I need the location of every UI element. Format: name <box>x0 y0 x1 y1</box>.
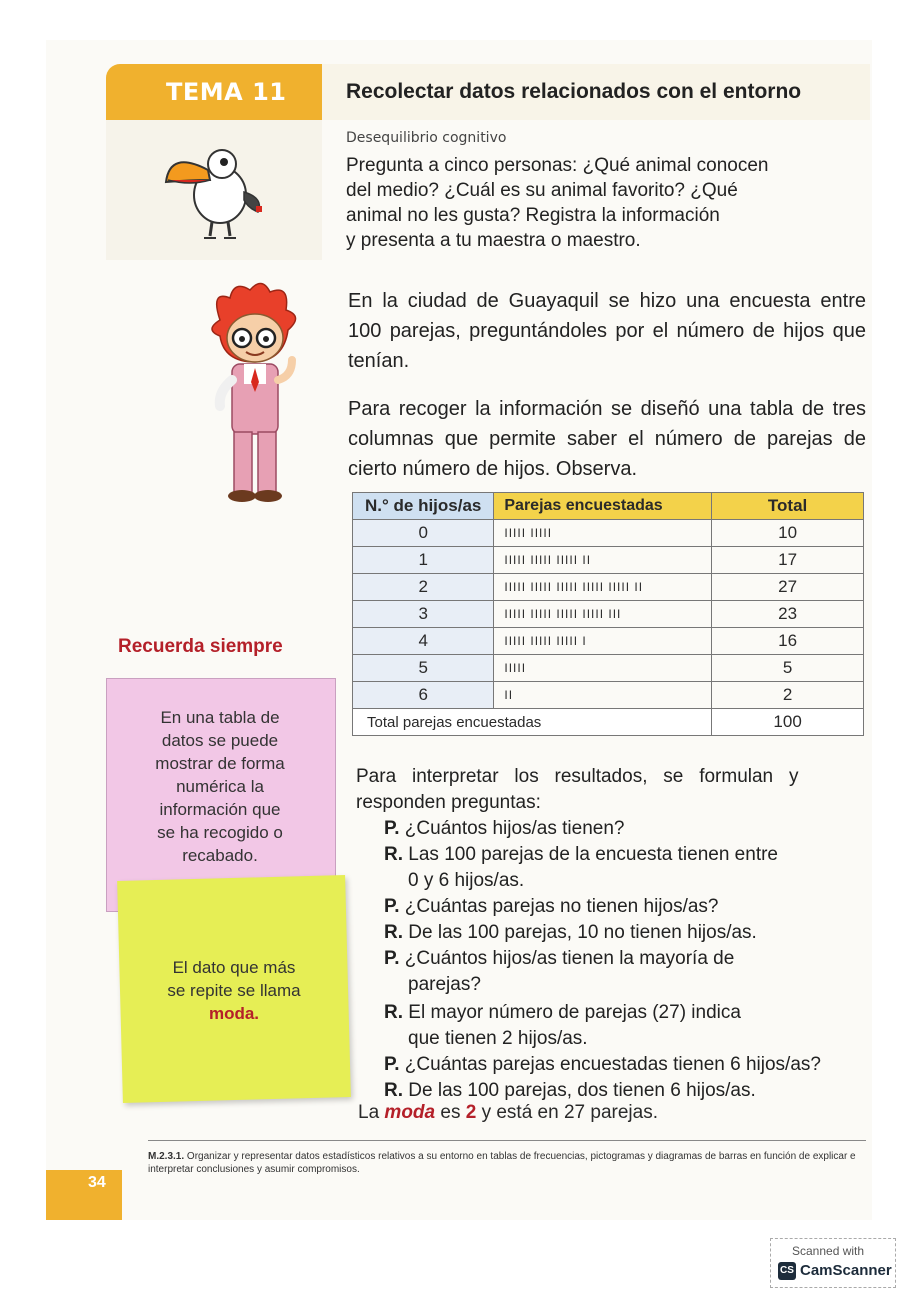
table-row <box>353 601 864 628</box>
page-number-tab <box>46 1170 122 1220</box>
boy-illustration <box>200 280 310 510</box>
qa-line <box>408 868 524 894</box>
qa-prefix: R. <box>384 844 403 865</box>
camscanner-name: CamScanner <box>800 1262 892 1279</box>
table-header-row <box>353 493 864 520</box>
header-total: Total <box>712 493 864 520</box>
pink-line: recabado. <box>182 846 258 865</box>
yellow-moda: moda. <box>208 1004 260 1023</box>
footer-divider <box>148 1140 866 1141</box>
qa-text: ¿Cuántas parejas no tienen hijos/as? <box>404 896 719 917</box>
cell-tally: IIIII IIIII IIIII II <box>494 547 712 574</box>
qa-text: ¿Cuántos hijos/as tienen? <box>404 818 625 839</box>
cell-total: 10 <box>712 520 864 547</box>
table-row <box>353 682 864 709</box>
cell-hijos: 5 <box>353 655 494 682</box>
qa-line <box>408 972 481 998</box>
qa-text: ¿Cuántos hijos/as tienen la mayoría de <box>404 948 735 969</box>
interpret-line-2: responden preguntas: <box>356 792 541 813</box>
pink-line: información que <box>159 800 281 819</box>
intro-line-1: Pregunta a cinco personas: ¿Qué animal conocen <box>346 155 769 176</box>
conclusion-moda: moda <box>384 1102 436 1123</box>
interpret-line-1: Para interpretar los resultados, se formulan y <box>356 766 799 787</box>
intro-line-4: y presenta a tu maestra o maestro. <box>346 230 641 251</box>
cell-tally: IIIII IIIII <box>494 520 712 547</box>
cell-hijos: 3 <box>353 601 494 628</box>
qa-text: ¿Cuántas parejas encuestadas tienen 6 hijos/as? <box>404 1054 821 1075</box>
camscanner-caption: Scanned with <box>792 1244 865 1258</box>
page-number: 34 <box>88 1174 106 1191</box>
table-row <box>353 520 864 547</box>
qa-prefix: P. <box>384 948 400 969</box>
header-parejas: Parejas encuestadas <box>494 493 712 520</box>
camscanner-logo-icon: CS <box>778 1262 796 1280</box>
table-row <box>353 655 864 682</box>
conclusion-text: y está en 27 parejas. <box>476 1102 658 1123</box>
qa-prefix: R. <box>384 1002 403 1023</box>
table-total-row <box>353 709 864 736</box>
intro-subhead: Desequilibrio cognitivo <box>346 130 507 146</box>
cell-total: 23 <box>712 601 864 628</box>
qa-prefix: P. <box>384 1054 400 1075</box>
pink-note-text <box>140 706 300 867</box>
footer-standard <box>148 1150 874 1176</box>
tema-label: TEMA 11 <box>166 78 287 106</box>
yellow-line: El dato que más <box>172 958 296 977</box>
pink-line: En una tabla de <box>160 708 280 727</box>
conclusion-line <box>358 1102 658 1124</box>
conclusion-text: La <box>358 1102 385 1123</box>
qa-prefix: R. <box>384 922 403 943</box>
cell-total: 27 <box>712 574 864 601</box>
qa-line <box>384 920 757 946</box>
cell-total: 16 <box>712 628 864 655</box>
footer-code: M.2.3.1. <box>148 1151 185 1162</box>
cell-hijos: 4 <box>353 628 494 655</box>
table-intro-paragraph: Para recoger la información se diseñó una tabla de tres columnas que permite saber el número de parejas de cierto número de hijos. Observa. <box>348 398 866 480</box>
qa-text: De las 100 parejas, 10 no tienen hijos/as. <box>408 922 757 943</box>
qa-text: Las 100 parejas de la encuesta tienen entre <box>408 844 778 865</box>
table-row <box>353 628 864 655</box>
qa-prefix: P. <box>384 896 400 917</box>
cell-hijos: 6 <box>353 682 494 709</box>
header-hijos: N.° de hijos/as <box>353 493 494 520</box>
qa-line <box>384 1078 756 1104</box>
cell-tally: IIIII IIIII IIIII I <box>494 628 712 655</box>
table-row <box>353 574 864 601</box>
cell-total: 5 <box>712 655 864 682</box>
survey-table <box>352 492 864 736</box>
page-title: Recolectar datos relacionados con el entorno <box>346 80 802 103</box>
qa-text: que tienen 2 hijos/as. <box>408 1028 588 1049</box>
footer-description: Organizar y representar datos estadísticos relativos a su entorno en tablas de frecuencias, pictogramas y diagramas de barras en función de explicar e interpretar conclusiones y asumir compromisos. <box>148 1151 856 1175</box>
qa-prefix: R. <box>384 1080 403 1101</box>
cell-total: 2 <box>712 682 864 709</box>
qa-line <box>384 1052 821 1078</box>
qa-text: El mayor número de parejas (27) indica <box>408 1002 741 1023</box>
qa-line <box>384 816 624 842</box>
total-label: Total parejas encuestadas <box>353 709 712 736</box>
qa-text: De las 100 parejas, dos tienen 6 hijos/as. <box>408 1080 756 1101</box>
cell-hijos: 0 <box>353 520 494 547</box>
intro-line-3: animal no les gusta? Registra la información <box>346 205 720 226</box>
cell-tally: IIIII IIIII IIIII IIIII IIIII II <box>494 574 712 601</box>
toucan-illustration <box>160 140 280 250</box>
conclusion-number: 2 <box>465 1102 477 1123</box>
qa-text: 0 y 6 hijos/as. <box>408 870 525 891</box>
intro-line-2: del medio? ¿Cuál es su animal favorito? ¿Qué <box>346 180 738 201</box>
recuerda-heading: Recuerda siempre <box>118 636 283 657</box>
pink-line: datos se puede <box>161 731 279 750</box>
yellow-note-text <box>146 956 322 1025</box>
yellow-line: se repite se llama <box>167 981 301 1000</box>
survey-paragraph: En la ciudad de Guayaquil se hizo una encuesta entre 100 parejas, preguntándoles por el número de hijos que tenían. <box>348 290 866 372</box>
cell-tally: IIIII IIIII IIIII IIIII III <box>494 601 712 628</box>
pink-line: numérica la <box>176 777 264 796</box>
cell-tally: II <box>494 682 712 709</box>
qa-line <box>384 842 778 868</box>
conclusion-text: es <box>435 1102 466 1123</box>
qa-prefix: P. <box>384 818 400 839</box>
tema-tab <box>106 64 322 120</box>
cell-tally: IIIII <box>494 655 712 682</box>
table-row <box>353 547 864 574</box>
pink-line: se ha recogido o <box>157 823 283 842</box>
qa-line <box>384 894 719 920</box>
total-value: 100 <box>712 709 864 736</box>
qa-line <box>408 1026 588 1052</box>
cell-total: 17 <box>712 547 864 574</box>
cell-hijos: 1 <box>353 547 494 574</box>
qa-line <box>384 946 734 972</box>
qa-line <box>384 1000 741 1026</box>
pink-line: mostrar de forma <box>155 754 285 773</box>
qa-text: parejas? <box>408 974 481 995</box>
cell-hijos: 2 <box>353 574 494 601</box>
